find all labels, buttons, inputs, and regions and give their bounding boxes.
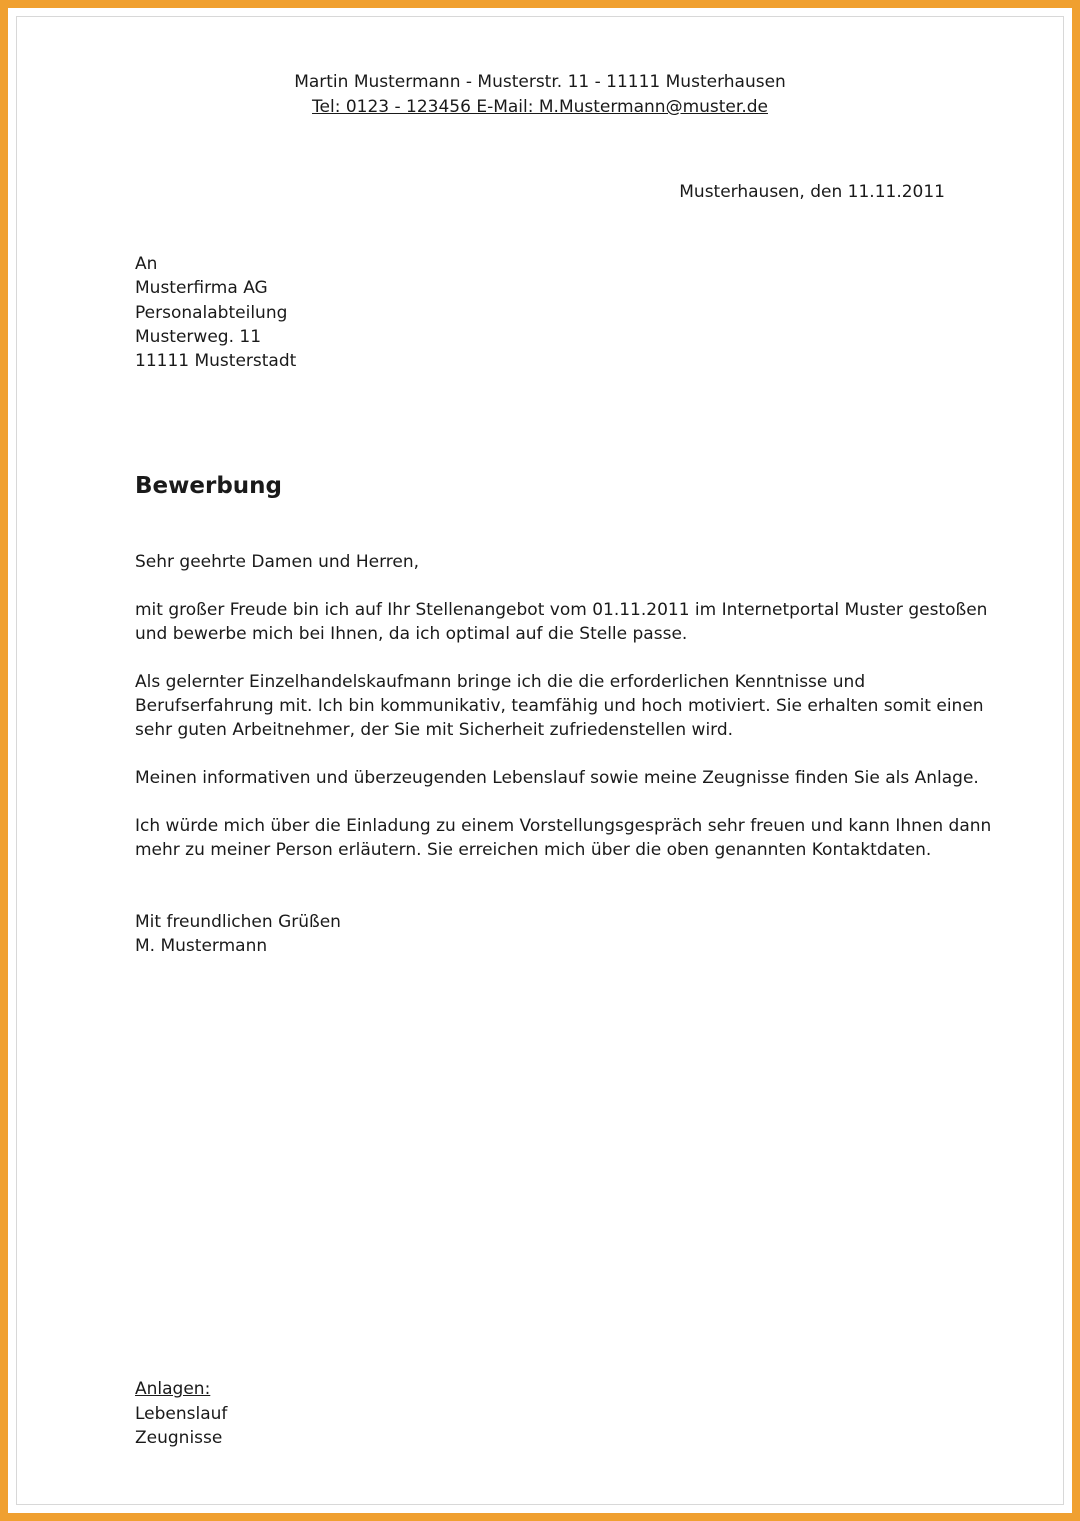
attachment-item: Lebenslauf <box>135 1403 228 1424</box>
closing-greeting: Mit freundlichen Grüßen <box>135 912 341 932</box>
recipient-department: Personalabteilung <box>135 302 288 323</box>
recipient-company: Musterfirma AG <box>135 278 268 299</box>
paragraph-line: Ich würde mich über die Einladung zu einem Vorstellungsgespräch sehr freuen und kann Ihnen dann <box>135 816 992 836</box>
letter-date: Musterhausen, den 11.11.2011 <box>679 182 945 202</box>
paragraph-line: mehr zu meiner Person erläutern. Sie erreichen mich über die oben genannten Kontaktdaten. <box>135 840 932 860</box>
paragraph-line: mit großer Freude bin ich auf Ihr Stellenangebot vom 01.11.2011 im Internetportal Muster gestoßen <box>135 600 988 620</box>
sender-address: Martin Mustermann - Musterstr. 11 - 11111 Musterhausen <box>294 72 786 92</box>
body-paragraph <box>135 598 988 646</box>
body-paragraph <box>135 814 992 862</box>
recipient-street: Musterweg. 11 <box>135 326 262 347</box>
recipient-city: 11111 Musterstadt <box>135 351 297 372</box>
attachments-block <box>135 1377 227 1451</box>
sender-header <box>0 70 1080 120</box>
closing-block <box>135 910 341 958</box>
paragraph-line: Meinen informativen und überzeugenden Lebenslauf sowie meine Zeugnisse finden Sie als Anlage. <box>135 768 979 788</box>
signature-name: M. Mustermann <box>135 936 268 956</box>
salutation: Sehr geehrte Damen und Herren, <box>135 552 420 572</box>
paragraph-line: Berufserfahrung mit. Ich bin kommunikativ, teamfähig und hoch motiviert. Sie erhalten somit einen <box>135 696 984 716</box>
attachment-item: Zeugnisse <box>135 1428 223 1448</box>
body-paragraph <box>135 766 979 790</box>
paragraph-line: und bewerbe mich bei Ihnen, da ich optimal auf die Stelle passe. <box>135 624 688 644</box>
paragraph-line: sehr guten Arbeitnehmer, der Sie mit Sicherheit zufriedenstellen wird. <box>135 720 734 740</box>
body-paragraph <box>135 670 984 742</box>
attachments-title: Anlagen: <box>135 1379 211 1399</box>
letter-subject: Bewerbung <box>135 473 282 499</box>
recipient-line: An <box>135 254 158 274</box>
recipient-address <box>135 252 296 373</box>
sender-contact: Tel: 0123 - 123456 E-Mail: M.Mustermann@muster.de <box>312 97 768 117</box>
paragraph-line: Als gelernter Einzelhandelskaufmann bringe ich die die erforderlichen Kenntnisse und <box>135 672 866 692</box>
